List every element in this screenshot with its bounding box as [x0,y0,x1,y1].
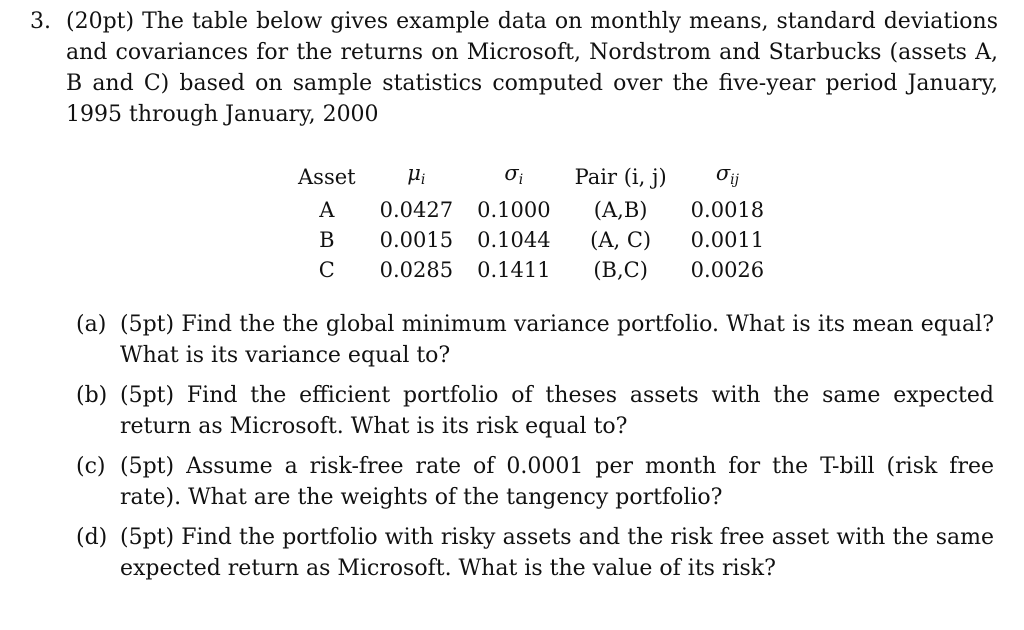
table-row [286,225,776,255]
table-header-row [286,158,776,195]
cell-std: 0.1411 [477,258,551,282]
part-label: (d) [76,525,108,550]
statistics-table [286,158,776,285]
question-part-c [76,451,994,513]
question-part-a [76,309,994,371]
cell-std: 0.1000 [477,198,551,222]
cell-pair: (A, C) [590,228,652,252]
part-text: (5pt) Assume a risk-free rate of 0.0001 per month for the T-bill (risk free rate). What are the weights of the tangency portfolio? [120,454,994,510]
header-mean-subscript: i [420,172,426,188]
header-cov [679,158,776,195]
cell-cov: 0.0026 [690,258,765,282]
part-label: (a) [76,312,107,337]
header-std [465,158,562,195]
part-label: (c) [76,454,106,479]
cell-pair: (A,B) [593,198,648,222]
header-mean [368,158,465,195]
cell-cov: 0.0018 [690,198,765,222]
cell-std: 0.1044 [477,228,551,252]
cell-pair: (B,C) [593,258,648,282]
table-row [286,195,776,225]
part-text: (5pt) Find the the global minimum variance portfolio. What is its mean equal? What is its variance equal to? [120,312,994,368]
cell-mean: 0.0285 [379,258,454,282]
cell-cov: 0.0011 [690,228,765,252]
cell-asset: A [319,198,335,222]
cell-mean: 0.0015 [379,228,454,252]
table-row [286,255,776,285]
problem-statement [30,6,998,130]
question-part-d [76,522,994,584]
header-std-subscript: i [518,172,524,188]
cell-asset: B [319,228,335,252]
cell-mean: 0.0427 [379,198,454,222]
header-mean-symbol: μ [407,161,421,185]
header-std-symbol: σ [504,161,519,185]
question-parts [76,309,994,593]
header-asset: Asset [298,164,356,189]
part-text: (5pt) Find the efficient portfolio of theses assets with the same expected return as Microsoft. What is its risk equal to? [120,383,994,439]
header-cov-subscript: ij [730,172,739,188]
header-pair: Pair (i, j) [574,164,667,189]
problem-text: (20pt) The table below gives example data on monthly means, standard deviations and covariances for the returns on Microsoft, Nordstrom and Starbucks (assets A, B and C) based on sample statistics computed over the five-year period January, 1995 through January, 2000 [66,9,998,127]
question-part-b [76,380,994,442]
part-text: (5pt) Find the portfolio with risky assets and the risk free asset with the same expected return as Microsoft. What is the value of its risk? [120,525,994,581]
problem-number: 3. [30,9,51,34]
part-label: (b) [76,383,108,408]
header-cov-symbol: σ [715,161,731,185]
cell-asset: C [318,258,335,282]
